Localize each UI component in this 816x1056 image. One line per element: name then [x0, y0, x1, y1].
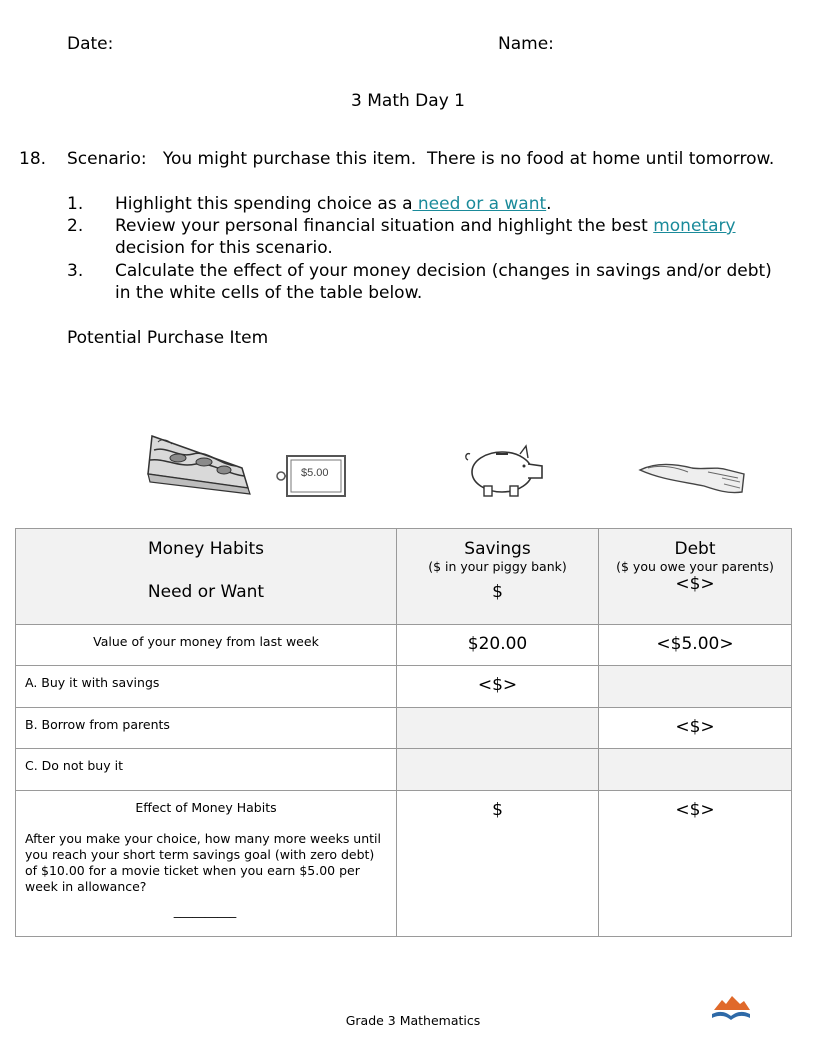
row-c-debt: [599, 749, 792, 791]
option-b-label: B. Borrow from parents: [25, 717, 170, 732]
effect-debt-value: <$>: [675, 800, 715, 820]
last-week-savings-value: $20.00: [467, 634, 528, 654]
need-or-want-title: Need or Want: [147, 582, 265, 602]
row-effect-debt[interactable]: [599, 791, 792, 937]
open-hand-icon: [638, 452, 746, 502]
monetary-link[interactable]: monetary: [653, 216, 736, 236]
sandwich-icon: [138, 428, 258, 500]
table-row: [16, 666, 792, 708]
savings-subtitle: ($ in your piggy bank): [428, 559, 567, 574]
purchase-label: Potential Purchase Item: [67, 328, 269, 348]
row-a-savings[interactable]: [397, 666, 599, 708]
step-number-1: 1.: [67, 194, 84, 214]
step-1: [115, 193, 552, 215]
header-money-habits: [16, 529, 397, 625]
step-2: [115, 215, 736, 237]
option-b-debt-value: <$>: [675, 717, 715, 737]
debt-title: Debt: [674, 539, 716, 559]
piggy-bank-icon: [462, 444, 548, 500]
step-1-period: .: [546, 194, 552, 214]
row-b-debt[interactable]: [599, 708, 792, 749]
row-a-label: [16, 666, 397, 708]
question-number: 18.: [19, 149, 47, 169]
row-b-label: [16, 708, 397, 749]
name-label: Name:: [498, 34, 554, 54]
effect-answer-blank[interactable]: __________: [173, 903, 237, 918]
effect-savings-value: $: [492, 800, 503, 820]
row-b-savings: [397, 708, 599, 749]
need-or-want-link[interactable]: need or a want: [412, 194, 547, 214]
header-debt: [599, 529, 792, 625]
money-habits-title: Money Habits: [147, 539, 264, 559]
row-a-debt: [599, 666, 792, 708]
debt-subtitle: ($ you owe your parents): [616, 559, 774, 574]
row-last-week-debt[interactable]: [599, 625, 792, 666]
step-2-text: Review your personal financial situation and highlight the best: [115, 216, 654, 236]
savings-title: Savings: [464, 539, 531, 559]
row-last-week-label: [16, 625, 397, 666]
step-3-line1: Calculate the effect of your money decision (changes in savings and/or debt): [115, 261, 772, 281]
date-label: Date:: [67, 34, 114, 54]
money-habits-table: [15, 528, 792, 937]
table-header-row: [16, 529, 792, 625]
price-tag-icon: [275, 452, 349, 504]
row-c-label: [16, 749, 397, 791]
footer-text: Grade 3 Mathematics: [345, 1013, 481, 1028]
last-week-debt-value: <$5.00>: [656, 634, 734, 654]
step-number-2: 2.: [67, 216, 84, 236]
table-row: [16, 749, 792, 791]
effect-label: Effect of Money Habits: [135, 800, 277, 815]
mountain-book-logo-icon: [710, 994, 752, 1024]
scenario-text: Scenario: You might purchase this item. There is no food at home until tomorrow.: [67, 149, 775, 169]
table-row: [16, 708, 792, 749]
step-number-3: 3.: [67, 261, 84, 281]
table-row: [16, 625, 792, 666]
table-row: [16, 791, 792, 937]
step-2-line2: decision for this scenario.: [115, 238, 333, 258]
row-c-savings: [397, 749, 599, 791]
price-tag-text: $5.00: [301, 467, 329, 479]
step-1-text: Highlight this spending choice as a: [115, 194, 413, 214]
option-a-savings-value: <$>: [477, 675, 518, 695]
row-last-week-savings[interactable]: [397, 625, 599, 666]
effect-question: After you make your choice, how many more weeks until you reach your short term savings goal (with zero debt) of $10.00 for a movie ticket when you earn $5.00 per week in allowance?: [25, 831, 381, 894]
option-a-label: A. Buy it with savings: [25, 675, 160, 690]
last-week-label: Value of your money from last week: [93, 634, 319, 649]
debt-header-value: <$>: [675, 574, 715, 594]
savings-header-value: $: [492, 582, 503, 602]
header-savings: [397, 529, 599, 625]
row-effect-label: [16, 791, 397, 937]
page-title: 3 Math Day 1: [351, 91, 465, 111]
row-effect-savings[interactable]: [397, 791, 599, 937]
option-c-label: C. Do not buy it: [25, 758, 123, 773]
step-3-line2: in the white cells of the table below.: [115, 283, 423, 303]
